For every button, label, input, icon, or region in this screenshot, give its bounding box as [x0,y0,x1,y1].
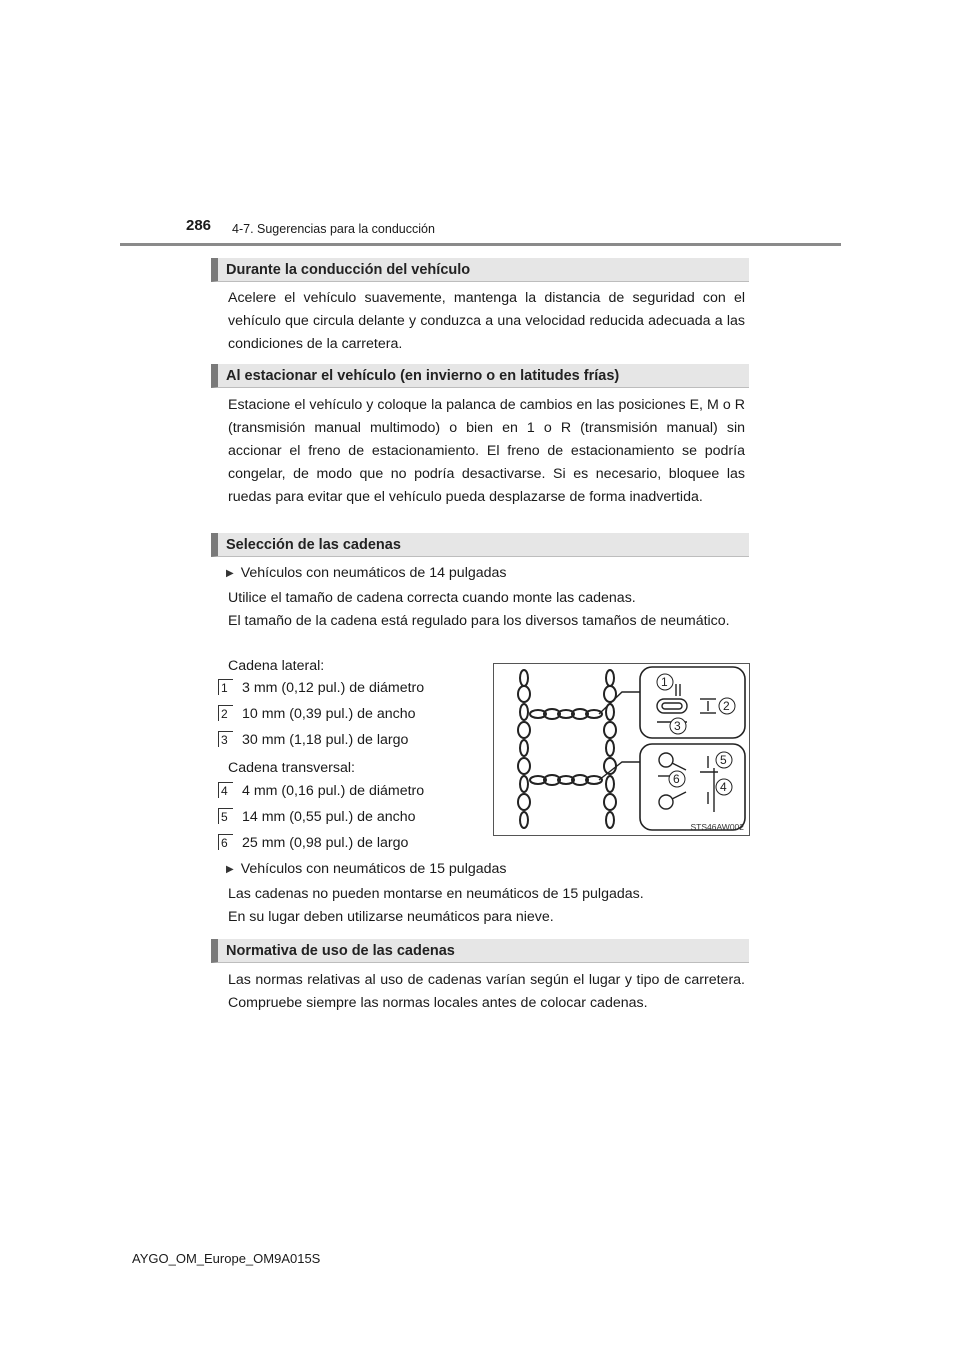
cross-chain-lower [530,775,602,785]
lateral-chain-label: Cadena lateral: [228,658,325,674]
section-heading-driving: Durante la conducción del vehículo [211,258,749,282]
callout-6: 6 [673,772,680,786]
header-rule [120,243,841,246]
spec-number: 6 [218,834,233,850]
callout-3: 3 [674,719,681,733]
vertical-chain-right [604,670,616,828]
triangle-bullet-icon: ▶ [226,568,234,579]
chain-figure [493,663,750,836]
callout-1: 1 [661,675,668,689]
chain-illustration [494,664,749,835]
bullet-15-text: Vehículos con neumáticos de 15 pulgadas [240,861,507,877]
bullet-14-text: Vehículos con neumáticos de 14 pulgadas [240,565,507,581]
spec-text: 4 mm (0,16 pul.) de diámetro [242,783,425,799]
cross-chain-upper [530,709,602,719]
section-path: 4-7. Sugerencias para la conducción [232,222,435,236]
transversal-chain-label: Cadena transversal: [228,760,355,776]
bullet-14-inch [226,563,507,584]
spec-text: 10 mm (0,39 pul.) de ancho [242,706,416,722]
spec-text: 3 mm (0,12 pul.) de diámetro [242,680,425,696]
triangle-bullet-icon: ▶ [226,864,234,875]
spec-number: 4 [218,782,233,798]
document-footer: AYGO_OM_Europe_OM9A015S [132,1251,321,1266]
section-heading-parking: Al estacionar el vehículo (en invierno o en latitudes frías) [211,364,749,388]
vertical-chain-left [518,670,530,828]
callout-5: 5 [720,753,727,767]
spec-text: 30 mm (1,18 pul.) de largo [242,732,409,748]
snow-tires-paragraph: Las cadenas no pueden montarse en neumáticos de 15 pulgadas. En su lugar deben utilizarse neumáticos para nieve. [228,886,644,925]
regulations-paragraph: Las normas relativas al uso de cadenas varían según el lugar y tipo de carretera. Compruebe siempre las normas locales antes de colocar cadenas. [228,972,745,1011]
spec-text: 14 mm (0,55 pul.) de ancho [242,809,416,825]
parking-paragraph: Estacione el vehículo y coloque la palanca de cambios en las posiciones E, M o R (transmisión manual multimodo) o bien en 1 o R (transmisión manual) sin accionar el freno de estacionamiento. El freno de estacionamiento se podría congelar, de modo que no podría desactivarse. Si es necesario, bloquee las ruedas para evitar que el vehículo pueda desplazarse de forma inadvertida. [228,397,745,505]
section-heading-chain-regulations: Normativa de uso de las cadenas [211,939,749,963]
spec-number: 2 [218,705,233,721]
figure-code: STS46AW002 [690,822,744,832]
spec-number: 5 [218,808,233,824]
callout-4: 4 [720,780,727,794]
spec-number: 1 [218,679,233,695]
section-heading-chain-selection: Selección de las cadenas [211,533,749,557]
spec-number: 3 [218,731,233,747]
callout-2: 2 [723,699,730,713]
chain-size-paragraph: Utilice el tamaño de cadena correcta cuando monte las cadenas. El tamaño de la cadena está regulado para los diversos tamaños de neumático. [228,590,730,629]
bullet-15-inch [226,859,507,880]
driving-paragraph: Acelere el vehículo suavemente, mantenga la distancia de seguridad con el vehículo que circula delante y conduzca a una velocidad reducida adecuada a las condiciones de la carretera. [228,290,745,352]
page-number: 286 [186,217,212,234]
spec-text: 25 mm (0,98 pul.) de largo [242,835,409,851]
